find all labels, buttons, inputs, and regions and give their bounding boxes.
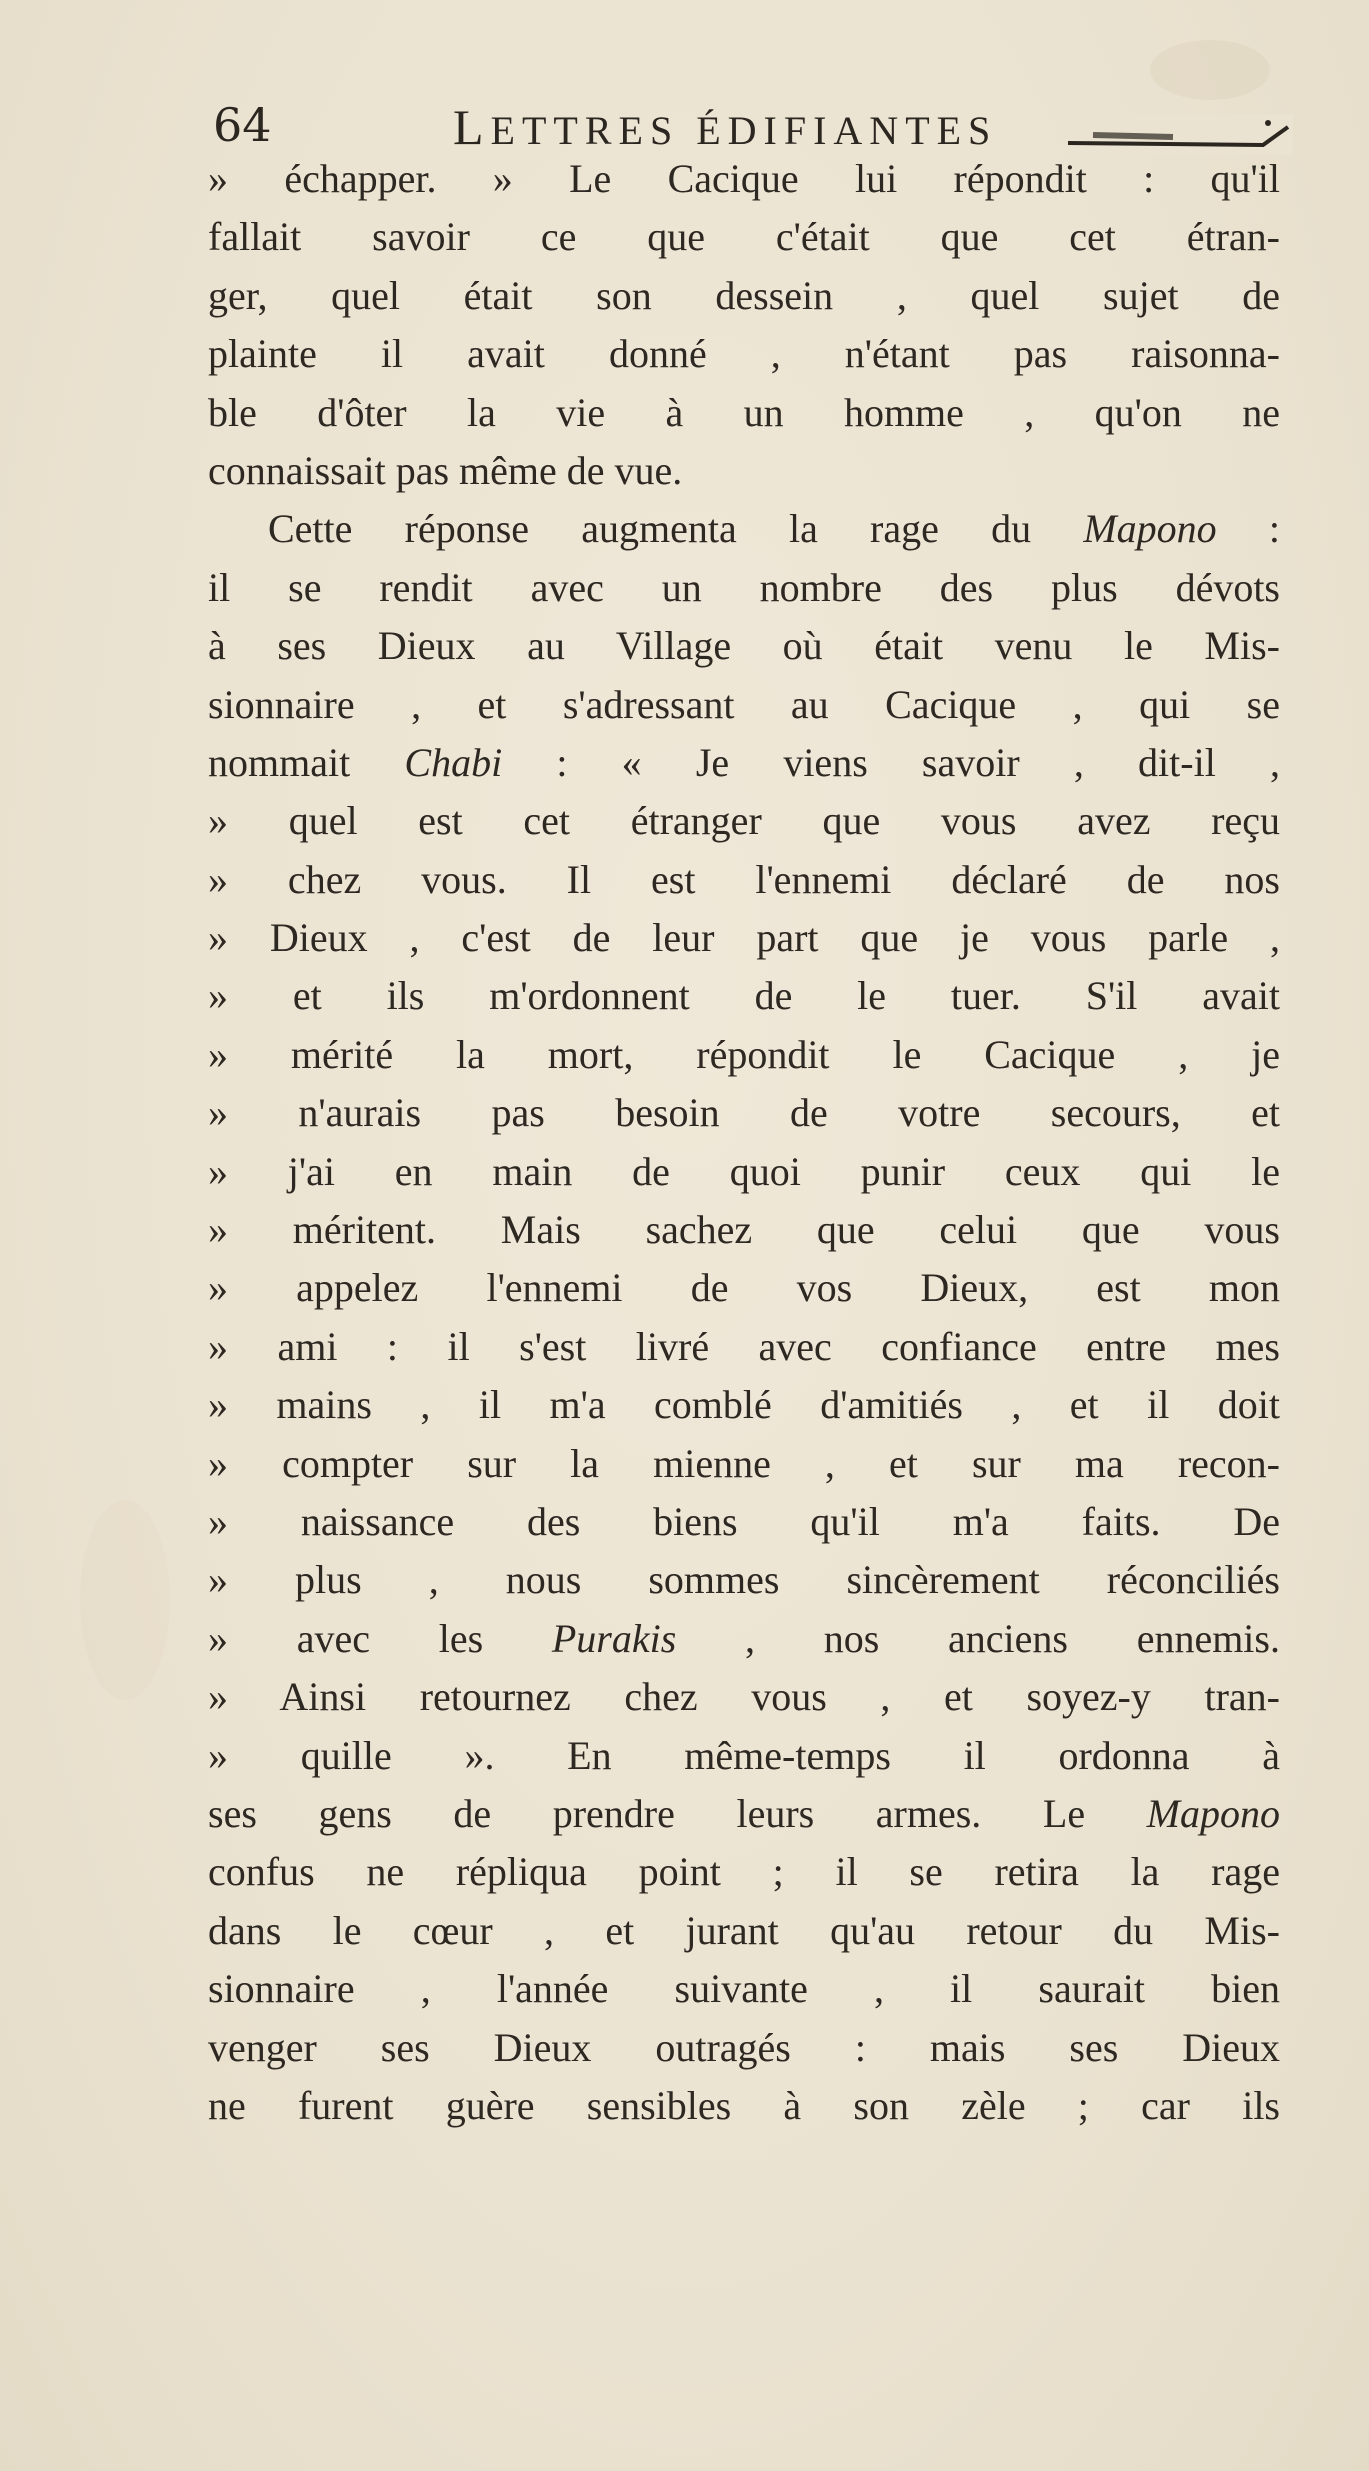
text-line: » quel est cet étranger que vous avez reçu — [208, 798, 1280, 844]
text-line: » chez vous. Il est l'ennemi déclaré de nos — [208, 856, 1280, 902]
text-line: » Ainsi retournez chez vous , et soyez-y tran- — [208, 1674, 1280, 1720]
text-line: ne furent guère sensibles à son zèle ; car ils — [208, 2082, 1280, 2128]
text-line: » naissance des biens qu'il m'a faits. De — [208, 1498, 1280, 1544]
text-line: » appelez l'ennemi de vos Dieux, est mon — [208, 1265, 1280, 1311]
text-line: sionnaire , et s'adressant au Cacique , qui se — [208, 681, 1280, 727]
text-run: ses gens de prendre leurs armes. Le — [208, 1790, 1147, 1836]
paper-stain — [80, 1500, 170, 1700]
text-run: : « Je viens savoir , dit-il , — [502, 739, 1280, 785]
text-line: » et ils m'ordonnent de le tuer. S'il avait — [208, 973, 1280, 1019]
text-line: » ami : il s'est livré avec confiance entre mes — [208, 1323, 1280, 1369]
text-line: à ses Dieux au Village où était venu le Mis- — [208, 623, 1280, 669]
italic-name: Purakis — [551, 1615, 677, 1661]
text-line: ger, quel était son dessein , quel sujet de — [208, 272, 1280, 318]
text-run: , nos anciens ennemis. — [676, 1615, 1280, 1661]
text-line: » échapper. » Le Cacique lui répondit : qu'il — [208, 156, 1280, 201]
text-line: connaissait pas même de vue. — [208, 447, 683, 493]
text-line: fallait savoir ce que c'était que cet étran- — [208, 214, 1280, 260]
text-line: » j'ai en main de quoi punir ceux qui le — [208, 1148, 1280, 1194]
text-line: » quille ». En même-temps il ordonna à — [208, 1732, 1280, 1778]
page-number: 64 — [213, 98, 272, 152]
text-line: il se rendit avec un nombre des plus dévots — [208, 564, 1280, 610]
text-line: plainte il avait donné , n'étant pas raisonna- — [208, 331, 1280, 377]
text-line: » mérité la mort, répondit le Cacique , je — [208, 1031, 1280, 1077]
text-line — [208, 734, 1280, 792]
text-line: confus ne répliqua point ; il se retira la rage — [208, 1849, 1280, 1895]
text-line: » compter sur la mienne , et sur ma recon- — [208, 1440, 1280, 1486]
text-line — [208, 500, 1280, 558]
text-line — [208, 1785, 1280, 1843]
text-line: » plus , nous sommes sincèrement réconciliés — [208, 1557, 1280, 1603]
text-run: : — [1216, 506, 1280, 552]
text-run: » avec les — [208, 1615, 552, 1661]
text-line: » n'aurais pas besoin de votre secours, et — [208, 1090, 1280, 1136]
italic-name: Mapono — [1146, 1790, 1280, 1836]
text-run: Cette réponse augmenta la rage du — [268, 506, 1084, 552]
text-line — [208, 1610, 1280, 1668]
ink-smudge — [1063, 115, 1293, 155]
text-run: nommait — [208, 739, 405, 785]
page-body-text — [208, 150, 1280, 2135]
text-line: venger ses Dieux outragés : mais ses Dieux — [208, 2024, 1280, 2070]
text-line: » Dieux , c'est de leur part que je vous parle , — [208, 915, 1280, 961]
running-title: LETTRES ÉDIFIANTES — [453, 99, 998, 155]
text-line: ble d'ôter la vie à un homme , qu'on ne — [208, 389, 1280, 435]
italic-name: Chabi — [404, 739, 503, 785]
text-line: dans le cœur , et jurant qu'au retour du Mis- — [208, 1907, 1280, 1953]
text-line: sionnaire , l'année suivante , il saurait bien — [208, 1966, 1280, 2012]
text-line: » mains , il m'a comblé d'amitiés , et il doit — [208, 1382, 1280, 1428]
italic-name: Mapono — [1083, 506, 1217, 552]
text-line: » méritent. Mais sachez que celui que vous — [208, 1207, 1280, 1253]
paper-stain — [1150, 40, 1270, 100]
